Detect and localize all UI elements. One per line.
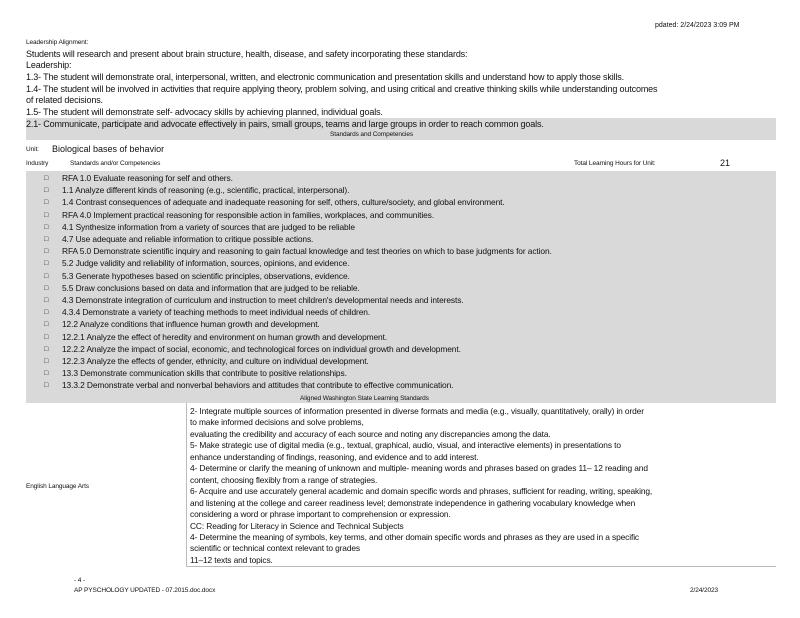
competency-item: [44, 380, 453, 390]
checkbox-bullet-icon: □: [44, 321, 49, 329]
standards-column-header: Standards and/or Competencies: [70, 160, 161, 167]
checkbox-bullet-icon: □: [44, 284, 49, 292]
checkbox-bullet-icon: □: [44, 211, 49, 219]
competency-text: 4.3 Demonstrate integration of curriculum and instruction to meet children's developmental needs and interests.: [62, 295, 464, 305]
competency-text: 12.2.1 Analyze the effect of heredity and environment on human growth and development.: [62, 331, 388, 342]
checkbox-bullet-icon: □: [44, 309, 49, 317]
competency-text: 13.3 Demonstrate communication skills that contribute to positive relationships.: [62, 368, 347, 379]
intro-line: Leadership:: [26, 60, 72, 70]
competency-text: 5.2 Judge validity and reliability of information, sources, opinions, and evidence.: [62, 258, 350, 269]
competency-text: 5.3 Generate hypotheses based on scientific principles, observations, evidence.: [62, 270, 350, 281]
ela-standard-line: 2- Integrate multiple sources of information presented in diverse formats and media (e.g., visually, quantitatively, orally) in order: [190, 406, 644, 416]
competency-text: 1.4 Contrast consequences of adequate and inadequate reasoning for self, others, culture/society, and global environment.: [62, 197, 505, 208]
ela-standard-line: scientific or technical context relevant to grades: [190, 543, 360, 554]
checkbox-bullet-icon: □: [44, 272, 49, 280]
unit-label: Unit:: [26, 146, 39, 153]
competency-item: [44, 307, 370, 317]
competency-item: [44, 185, 349, 195]
competency-item: [44, 332, 387, 342]
intro-line: 1.4- The student will be involved in activities that require applying theory, problem solving, and using critical and creative thinking skills while understanding outcomes: [26, 84, 658, 94]
competency-item: [44, 222, 355, 232]
intro-line: of related decisions.: [26, 95, 103, 105]
competency-text: RFA 4.0 Implement practical reasoning for responsible action in families, workplaces, and communities.: [62, 209, 434, 220]
competency-item: [44, 319, 320, 329]
ela-standard-line: to make informed decisions and solve problems,: [190, 417, 364, 428]
competency-item: [44, 344, 461, 354]
unit-name: Biological bases of behavior: [52, 144, 165, 154]
checkbox-bullet-icon: □: [44, 236, 49, 243]
competency-text: 5.5 Draw conclusions based on data and information that are judged to be reliable.: [62, 282, 360, 293]
competency-text: 13.3.2 Demonstrate verbal and nonverbal behaviors and attitudes that contribute to effective communication.: [62, 380, 454, 391]
checkbox-bullet-icon: □: [44, 297, 49, 304]
total-hours-value: 21: [720, 158, 731, 168]
ela-standard-line: considering a word or phrase important to comprehension or expression.: [190, 509, 451, 520]
checkbox-bullet-icon: □: [44, 187, 49, 195]
checkbox-bullet-icon: □: [44, 333, 49, 341]
ela-standard-line: 4- Determine or clarify the meaning of unknown and multiple- meaning words and phrases based on grades 11– 12 reading and: [190, 463, 648, 474]
ela-standard-line: enhance understanding of findings, reasoning, and evidence and to add interest.: [190, 451, 479, 462]
competency-text: 4.7 Use adequate and reliable information to critique possible actions.: [62, 234, 314, 244]
competency-item: [44, 356, 369, 366]
updated-timestamp: pdated: 2/24/2023 3:09 PM: [655, 22, 740, 29]
intro-line: 2.1- Communicate, participate and advocate effectively in pairs, small groups, teams and large groups in order to reach common goals.: [26, 119, 544, 129]
competency-item: [44, 210, 434, 220]
checkbox-bullet-icon: □: [44, 382, 49, 390]
total-hours-label: Total Learning Hours for Unit:: [574, 160, 656, 167]
competency-text: 1.1 Analyze different kinds of reasoning (e.g., scientific, practical, interpersonal).: [62, 185, 350, 196]
competency-text: 12.2.3 Analyze the effects of gender, ethnicity, and culture on individual development.: [62, 356, 369, 366]
competency-item: [44, 368, 347, 378]
competency-item: [44, 258, 349, 268]
industry-column-header: Industry: [26, 160, 49, 167]
competency-text: RFA 1.0 Evaluate reasoning for self and others.: [62, 173, 233, 183]
ela-standard-line: 4- Determine the meaning of symbols, key terms, and other domain specific words and phrases as they are used in a specific: [190, 531, 640, 542]
competency-item: [44, 295, 464, 305]
footer-date: 2/24/2023: [690, 587, 719, 594]
checkbox-bullet-icon: □: [44, 175, 49, 182]
ela-standard-line: content, choosing flexibly from a range of strategies.: [190, 474, 378, 485]
checkbox-bullet-icon: □: [44, 260, 49, 268]
checkbox-bullet-icon: □: [44, 248, 49, 256]
page-number: - 4 -: [74, 577, 86, 584]
checkbox-bullet-icon: □: [44, 358, 49, 365]
competency-item: [44, 173, 233, 183]
competency-item: [44, 234, 313, 244]
competency-item: [44, 283, 360, 293]
competency-item: [44, 197, 505, 207]
leadership-alignment-heading: Leadership Alignment:: [26, 39, 89, 46]
competency-text: 12.2 Analyze conditions that influence human growth and development.: [62, 319, 320, 330]
checkbox-bullet-icon: □: [44, 223, 49, 231]
competency-text: 12.2.2 Analyze the impact of social, economic, and technological forces on individual growth and development.: [62, 343, 461, 354]
ela-standard-line: CC: Reading for Literacy in Science and Technical Subjects: [190, 520, 404, 531]
competency-text: RFA 5.0 Demonstrate scientific inquiry and reasoning to gain factual knowledge and test theories on which to base judgments for action.: [62, 246, 552, 257]
ela-standard-line: 6- Acquire and use accurately general academic and domain specific words and phrases, sufficient for reading, writing, speaking,: [190, 486, 653, 497]
intro-line: 1.5- The student will demonstrate self- advocacy skills by achieving planned, individual goals.: [26, 107, 383, 117]
intro-line: 1.3- The student will demonstrate oral, interpersonal, written, and electronic communication and presentation skills and understand how to apply those skills.: [26, 72, 624, 82]
intro-line: Students will research and present about brain structure, health, disease, and safety incorporating these standards:: [26, 49, 468, 59]
checkbox-bullet-icon: □: [44, 199, 49, 207]
ela-standard-line: and listening at the college and career readiness level; demonstrate independence in gathering vocabulary knowledge when: [190, 497, 636, 508]
ela-standard-line: evaluating the credibility and accuracy of each source and noting any discrepancies among the data.: [190, 428, 551, 439]
competency-text: 4.1 Synthesize information from a variety of sources that are judged to be reliable: [62, 221, 355, 232]
competency-item: [44, 271, 350, 281]
english-language-arts-label: English Language Arts: [26, 483, 89, 490]
table-bottom-border: [186, 566, 776, 567]
column-divider: [186, 403, 187, 567]
checkbox-bullet-icon: □: [44, 370, 49, 378]
aligned-standards-header: Aligned Washington State Learning Standards: [300, 395, 429, 402]
competency-text: 4.3.4 Demonstrate a variety of teaching methods to meet individual needs of children.: [62, 307, 371, 318]
footer-filename: AP PYSCHOLOGY UPDATED - 07.2015.doc.docx: [74, 587, 216, 594]
checkbox-bullet-icon: □: [44, 345, 49, 353]
ela-standard-line: 5- Make strategic use of digital media (e.g., textual, graphical, audio, visual, and interactive elements) in presentations to: [190, 440, 621, 451]
ela-standard-line: 11–12 texts and topics.: [190, 554, 273, 565]
standards-competencies-header: Standards and Competencies: [330, 131, 414, 138]
competency-item: [44, 246, 552, 256]
